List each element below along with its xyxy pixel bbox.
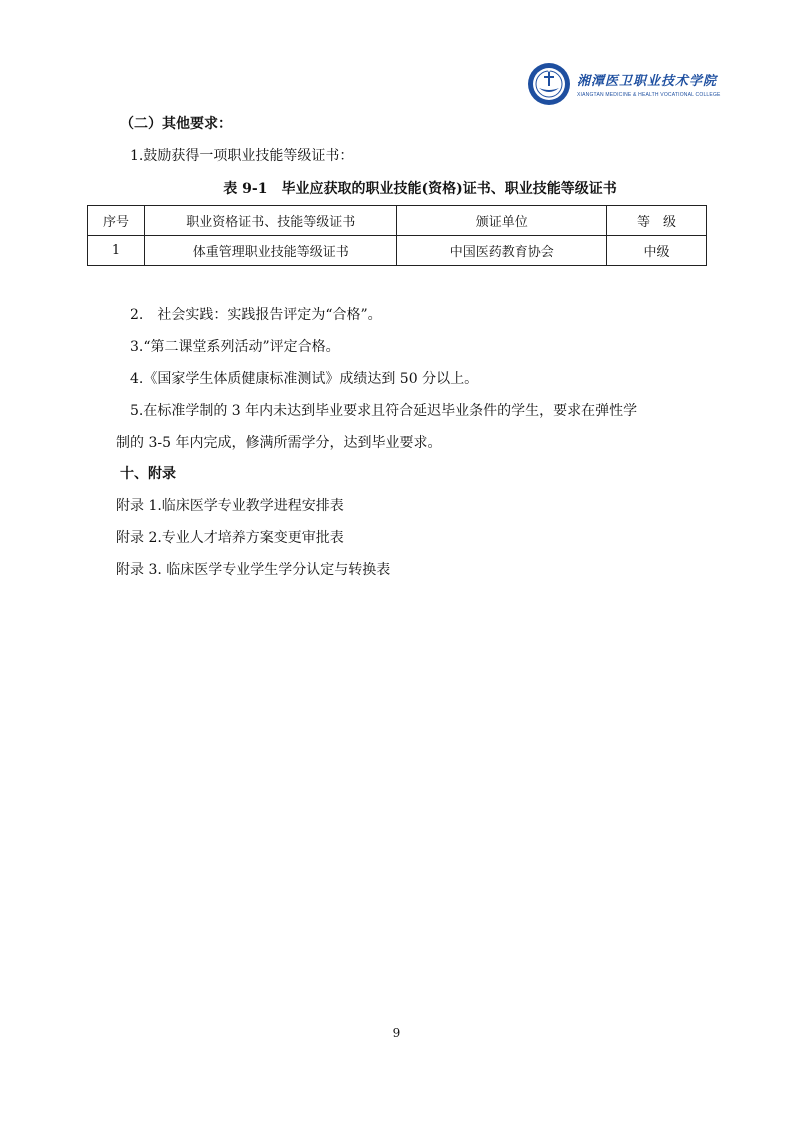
college-logo — [527, 62, 721, 108]
table-header-cell: 等 级 — [607, 206, 707, 236]
page-number: 9 — [392, 1026, 401, 1040]
appendix-heading: 十、附录 — [120, 466, 176, 482]
table-cell: 1 — [88, 236, 145, 266]
logo-english-name: XIANGTAN MEDICINE & HEALTH VOCATIONAL COLLEGE — [577, 92, 721, 98]
requirement-item-5: 5.在标准学制的 3 年内未达到毕业要求且符合延迟毕业条件的学生，要求在弹性学 — [130, 403, 638, 419]
appendix-item: 附录 3. 临床医学专业学生学分认定与转换表 — [116, 562, 391, 578]
table-caption: 表 9-1 毕业应获取的职业技能(资格)证书、职业技能等级证书 — [223, 181, 617, 197]
requirement-item-5-cont: 制的 3-5 年内完成，修满所需学分，达到毕业要求。 — [116, 435, 442, 451]
table-row — [88, 236, 707, 266]
appendix-item: 附录 1.临床医学专业教学进程安排表 — [116, 498, 344, 514]
certificate-table — [87, 205, 707, 266]
table-cell: 中国医药教育协会 — [397, 236, 607, 266]
college-seal-icon — [527, 62, 571, 106]
table-header-cell: 职业资格证书、技能等级证书 — [144, 206, 397, 236]
requirement-item-1: 1.鼓励获得一项职业技能等级证书： — [130, 148, 354, 164]
appendix-item: 附录 2.专业人才培养方案变更审批表 — [116, 530, 344, 546]
requirement-item-4: 4.《国家学生体质健康标准测试》成绩达到 50 分以上。 — [130, 371, 479, 387]
requirement-item-3: 3.“第二课堂系列活动”评定合格。 — [130, 339, 340, 355]
table-header-row — [88, 206, 707, 236]
table-header-cell: 颁证单位 — [397, 206, 607, 236]
requirement-item-2: 2. 社会实践：实践报告评定为“合格”。 — [130, 307, 382, 323]
table-header-cell: 序号 — [88, 206, 145, 236]
table-cell: 中级 — [607, 236, 707, 266]
logo-chinese-name: 湘潭医卫职业技术学院 — [577, 74, 718, 89]
section-other-heading: （二）其他要求： — [120, 116, 232, 132]
table-cell: 体重管理职业技能等级证书 — [144, 236, 397, 266]
